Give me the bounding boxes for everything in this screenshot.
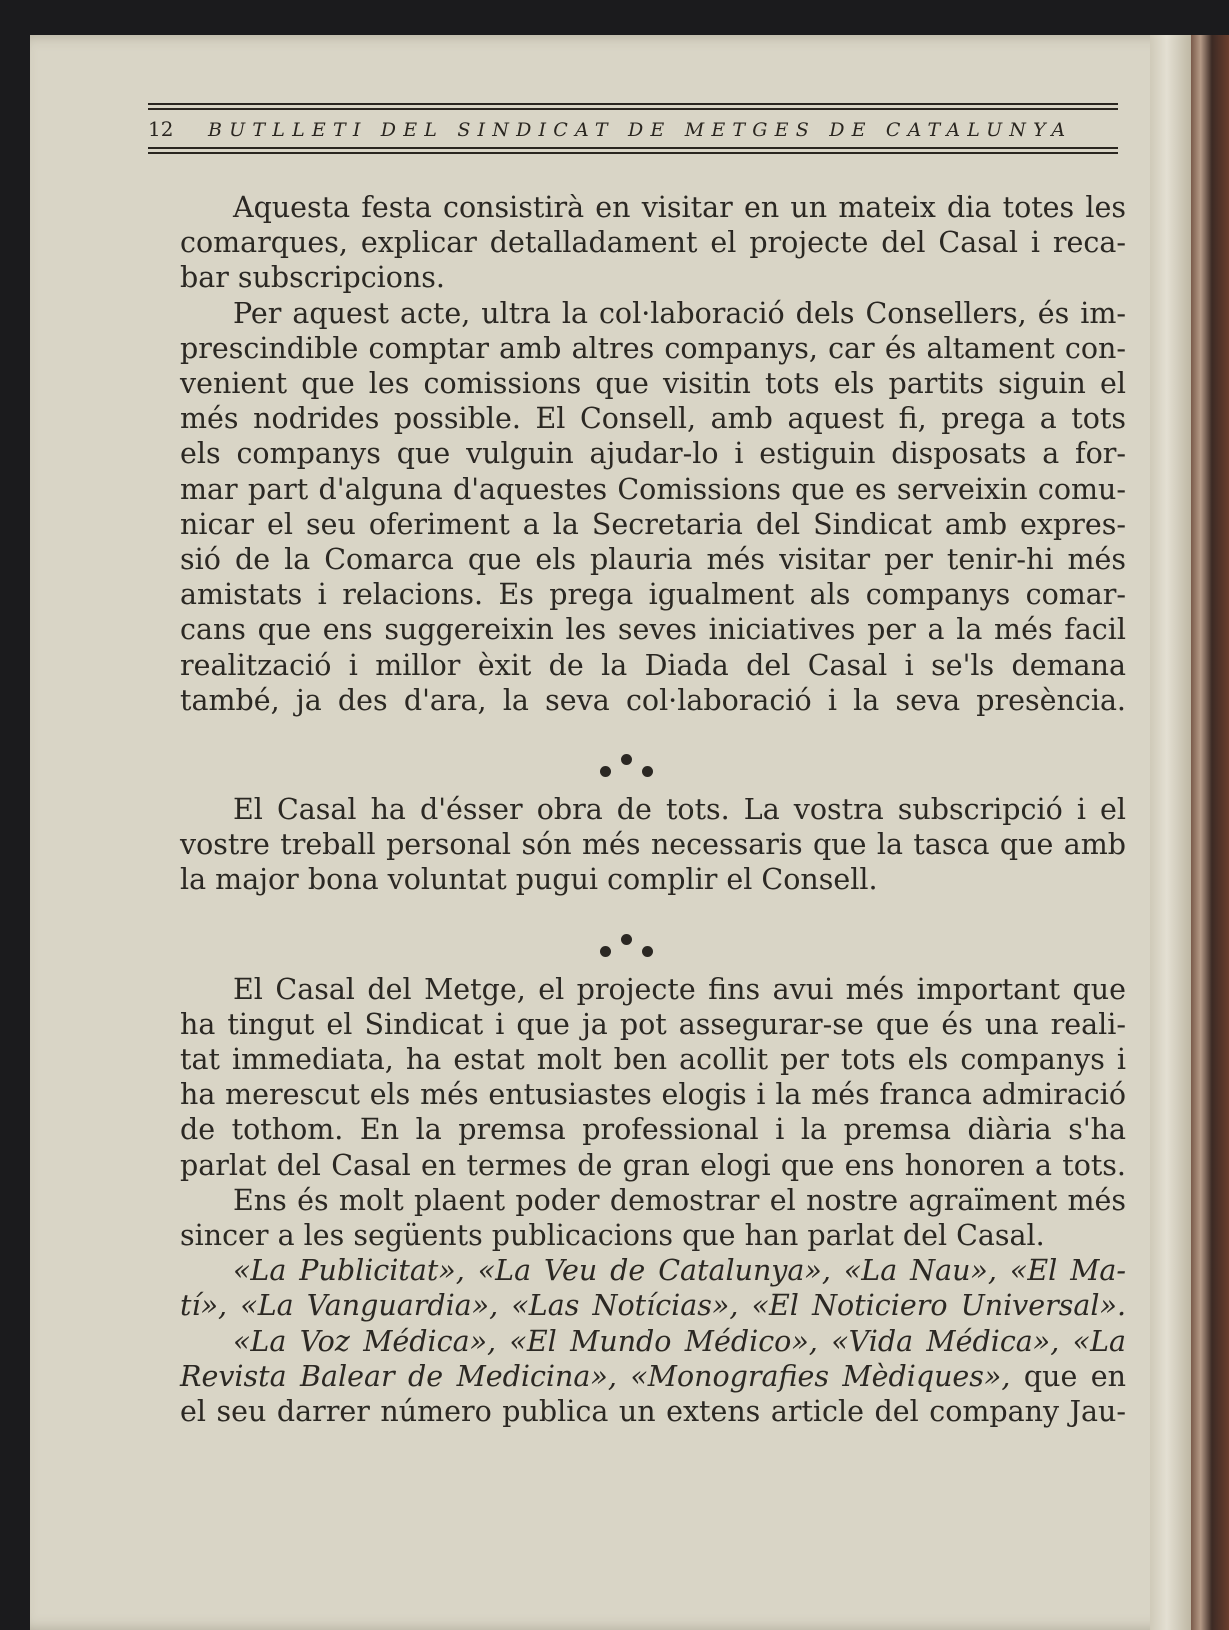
text-line: mar part d'alguna d'aquestes Comissions que es serveixin comu- [180,472,1126,506]
separator-dot [642,946,653,957]
text-line: cans que ens suggereixin les seves iniciatives per a la més facil [180,613,1126,647]
separator-dot [621,934,632,945]
text-line: sió de la Comarca que els plauria més visitar per tenir-hi més [180,543,1126,577]
paragraph-publications-medical [180,1324,1126,1430]
running-title: BUTLLETI DEL SINDICAT DE METGES DE CATALUNYA [208,119,1073,141]
paragraph-publications-press [180,1253,1126,1323]
page-edge [1150,35,1192,1630]
text-line: els companys que vulguin ajudar-lo i estiguin disposats a for- [180,437,1126,471]
text-line: realització i millor èxit de la Diada del Casal i se'ls demana [180,648,1126,682]
text-line: ha tingut el Sindicat i que ja pot assegurar-se que és una reali- [180,1007,1126,1041]
section-separator [180,916,1126,968]
header-rule-top [148,103,1118,110]
text-fragment: Revista Balear de Medicina», «Monografies Mèdiques», [180,1359,1011,1393]
text-line: prescindible comptar amb altres companys, car és altament con- [180,331,1126,365]
separator-dot [600,766,611,777]
article-body [180,190,1126,1429]
text-line: també, ja des d'ara, la seva col·laboració i la seva presència. [180,683,1126,717]
separator-dot [621,754,632,765]
text-line: comarques, explicar detalladament el projecte del Casal i reca- [180,226,1126,260]
text-line: nicar el seu oferiment a la Secretaria del Sindicat amb expres- [180,507,1126,541]
text-line: parlat del Casal en termes de gran elogi que ens honoren a tots. [180,1148,1126,1182]
text-line: bar subscripcions. [180,261,445,295]
text-line: El Casal del Metge, el projecte fins avui més important que [233,972,1126,1006]
section-separator [180,736,1126,788]
text-line: sincer a les següents publicacions que han parlat del Casal. [180,1219,1045,1253]
text-line: Per aquest acte, ultra la col·laboració dels Consellers, és im- [233,296,1126,330]
page-number: 12 [148,117,174,141]
text-line: «La Publicitat», «La Veu de Catalunya», «La Nau», «El Ma- [233,1254,1126,1288]
text-line: Ens és molt plaent poder demostrar el nostre agraïment més [233,1183,1126,1217]
paragraph-festa [180,190,1126,296]
text-line: amistats i relacions. Es prega igualment als companys comar- [180,578,1126,612]
paragraph-acte [180,296,1126,718]
book-spine [1191,35,1229,1630]
text-line: ha merescut els més entusiastes elogis i la més franca admiració [180,1078,1126,1112]
header-row [148,117,1118,141]
text-line: el seu darrer número publica un extens article del company Jau- [180,1395,1126,1429]
text-line: El Casal ha d'ésser obra de tots. La vostra subscripció i el [233,793,1126,827]
text-line: de tothom. En la premsa professional i la premsa diària s'ha [180,1113,1126,1147]
text-line: venient que les comissions que visitin tots els partits siguin el [180,367,1126,401]
text-fragment: que en [1010,1359,1126,1393]
running-header [148,103,1118,158]
text-line: tat immediata, ha estat molt ben acollit per tots els companys i [180,1043,1126,1077]
text-line: Aquesta festa consistirà en visitar en un mateix dia totes les [233,191,1126,224]
text-line: tí», «La Vanguardia», «Las Notícias», «El Noticiero Universal». [180,1289,1126,1323]
paragraph-obra [180,792,1126,898]
separator-dot [642,766,653,777]
text-line: la major bona voluntat pugui complir el Consell. [180,863,878,897]
paragraph-casal [180,972,1126,1183]
header-rule-bottom [148,147,1118,154]
separator-dot [600,946,611,957]
paragraph-agraiment [180,1183,1126,1253]
text-line: més nodrides possible. El Consell, amb aquest fi, prega a tots [180,402,1126,436]
text-line: vostre treball personal són més necessaris que la tasca que amb [180,828,1126,862]
text-line [180,1359,1126,1394]
text-line: «La Voz Médica», «El Mundo Médico», «Vida Médica», «La [233,1324,1126,1358]
